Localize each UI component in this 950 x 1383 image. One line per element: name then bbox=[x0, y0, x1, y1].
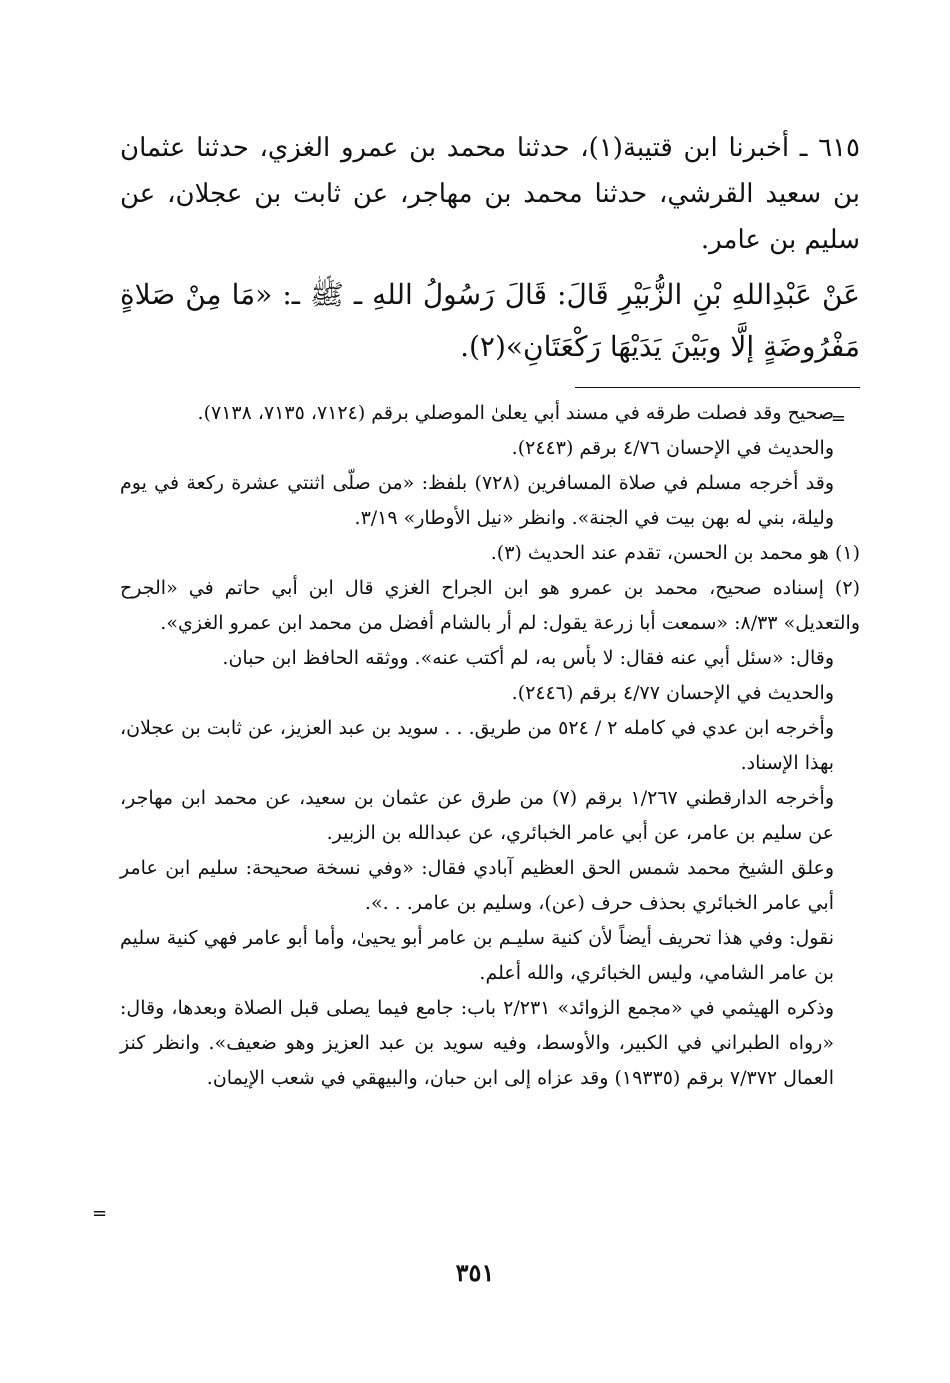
main-text bbox=[120, 125, 860, 373]
footnote-2: (٢) إسناده صحيح، محمد بن عمرو هو ابن الجراح الغزي قال ابن أبي حاتم في «الجرح والتعديل» ٨/٣٣: «سمعت أبا زرعة يقول: لم أر بالشام أفضل من محمد ابن عمرو الغزي». bbox=[120, 577, 860, 634]
footnote-line: وذكره الهيثمي في «مجمع الزوائد» ٢/٢٣١ باب: جامع فيما يصلى قبل الصلاة وبعدها، وقال: «رواه الطبراني في الكبير، والأوسط، وفيه سويد بن عبد العزيز وهو ضعيف». وانظر كنز العمال ٧/٣٧٢ برقم (١٩٣٣٥) وقد عزاه إلى ابن حبان، والبيهقي في شعب الإيمان. bbox=[120, 997, 834, 1089]
footnote-line: والحديث في الإحسان ٤/٧٦ برقم (٢٤٤٣). bbox=[511, 437, 834, 459]
footnote-1: (١) هو محمد بن الحسن، تقدم عند الحديث (٣). bbox=[490, 542, 860, 564]
page-body bbox=[120, 125, 860, 1096]
footnote-line: وعلق الشيخ محمد شمس الحق العظيم آبادي فقال: «وفي نسخة صحيحة: سليم ابن عامر أبي عامر الخبائري بحذف حرف (عن)، وسليم بن عامر. . .». bbox=[120, 857, 834, 914]
isnad-paragraph: ٦١٥ ـ أخبرنا ابن قتيبة(١)، حدثنا محمد بن عمرو الغزي، حدثنا عثمان بن سعيد القرشي، حدثنا محمد بن مهاجر، عن ثابت بن عجلان، عن سليم بن عامر. bbox=[120, 133, 861, 255]
footnote-line: وقد أخرجه مسلم في صلاة المسافرين (٧٢٨) بلفظ: «من صلّى اثنتي عشرة ركعة في يوم وليلة، بني له بهن بيت في الجنة». وانظر «نيل الأوطار» ٣/١٩. bbox=[120, 472, 834, 529]
footnote-line: وأخرجه ابن عدي في كامله ٢ / ٥٢٤ من طريق. . . سويد بن عبد العزيز، عن ثابت بن عجلان، بهذا الإسناد. bbox=[120, 717, 835, 774]
footnote-carryover: صحيح وقد فصلت طرقه في مسند أبي يعلىٰ الموصلي برقم (٧١٢٤، ٧١٣٥، ٧١٣٨). bbox=[197, 402, 834, 424]
footnote-line: وأخرجه الدارقطني ١/٢٦٧ برقم (٧) من طرق عن عثمان بن سعيد، عن محمد ابن مهاجر، عن سليم بن عامر، عن أبي عامر الخبائري، عن عبدالله بن الزبير. bbox=[120, 787, 834, 844]
footnote-line: وقال: «سئل أبي عنه فقال: لا بأس به، لم أكتب عنه». ووثقه الحافظ ابن حبان. bbox=[222, 647, 834, 669]
page-number: ٣٥١ bbox=[455, 1258, 495, 1287]
footnotes bbox=[120, 396, 860, 1096]
continuation-mark-start: = bbox=[830, 408, 846, 429]
footnote-line: نقول: وفي هذا تحريف أيضاً لأن كنية سليـم بن عامر أبو يحيىٰ، وأما أبو عامر فهي كنية سليم بن عامر الشامي، وليس الخبائري، والله أعلم. bbox=[120, 927, 834, 984]
footnote-divider bbox=[575, 387, 860, 388]
continuation-mark-end: = bbox=[92, 1203, 108, 1224]
hadith-text: عَنْ عَبْدِاللهِ بْنِ الزُّبَيْرِ قَالَ: قَالَ رَسُولُ اللهِ ـ ﷺ ـ: «مَا مِنْ صَلاةٍ مَفْرُوضَةٍ إلَّا وبَيْنَ يَدَيْهَا رَكْعَتَانِ»(٢). bbox=[120, 278, 860, 363]
footnote-line: والحديث في الإحسان ٤/٧٧ برقم (٢٤٤٦). bbox=[511, 682, 834, 704]
